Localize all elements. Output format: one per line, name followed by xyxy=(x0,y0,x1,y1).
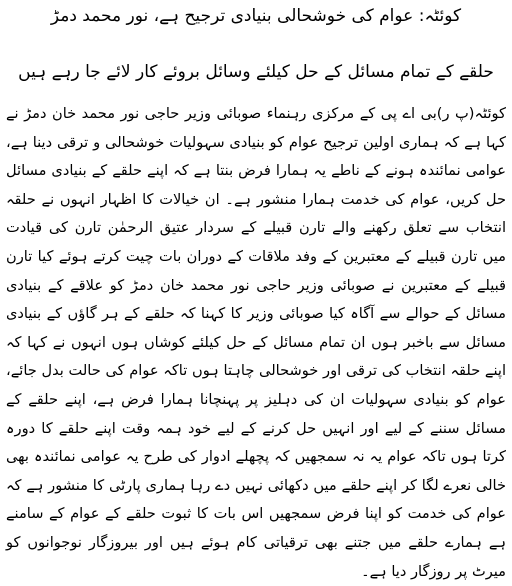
headline: کوئٹہ: عوام کی خوشحالی بنیادی ترجیح ہے، نور محمد دمڑ xyxy=(50,6,462,26)
article-body: کوئٹہ(پ ر)بی اے پی کے مرکزی رہنماء صوبائی وزیر حاجی نور محمد خان دمڑ نے کہا ہے کہ ہماری اولین ترجیح عوام کو بنیادی سہولیات خوشحالی و ترقی دینا ہے، عوامی نمائندہ ہونے کے ناطے یہ ہمارا فرض بنتا ہے کہ اپنے حلقے کے بنیادی مسائل حل کریں، عوام کی خدمت ہمارا منشور ہے۔ ان خیالات کا اظہار انہوں نے حلقہ انتخاب سے تعلق رکھنے والے تارن قبیلے کے سردار عتیق الرحمٰن تارن کی قیادت میں تارن قبیلے کے معتبرین کے وفد ملاقات کے دوران بات چیت کرتے ہوئے کیا تارن قبیلے کے معتبرین نے صوبائی وزیر حاجی نور محمد خان دمڑ کو علاقے کے بنیادی مسائل کے حوالے سے آگاہ کیا صوبائی وزیر کا کہنا کہ حلقے کے ہر گاؤں کے بنیادی مسائل سے باخبر ہوں ان تمام مسائل کے حل کیلئے کوشاں ہوں انہوں نے کہا کہ اپنے حلقہ انتخاب کی ترقی اور خوشحالی چاہتا ہوں تاکہ عوام کی حالت بدل جائے، عوام کو بنیادی سہولیات ان کی دہلیز پر پہنچانا ہمارا فرض ہے، اپنے حلقے کے مسائل سننے کے لیے اور انہیں حل کرنے کے لیے خود ہمہ وقت اپنے حلقے کا دورہ کرتا ہوں تاکہ عوام یہ نہ سمجھیں کہ پچھلے ادوار کی طرح یہ عوامی نمائندہ بھی خالی نعرے لگا کر اپنے حلقے میں دکھائی نہیں دے رہا ہماری پارٹی کا منشور ہے کہ عوام کی خدمت کو اپنا فرض سمجھیں اس بات کا ثبوت حلقے کے عوام کے سامنے ہے ہمارے حلقے میں جتنے بھی ترقیاتی کام ہوئے ہیں اور بیروزگار نوجوانوں کو میرٹ پر روزگار دیا ہے۔ xyxy=(6,105,506,580)
subheadline: حلقے کے تمام مسائل کے حل کیلئے وسائل بروئے کار لائے جا رہے ہیں xyxy=(18,62,494,82)
